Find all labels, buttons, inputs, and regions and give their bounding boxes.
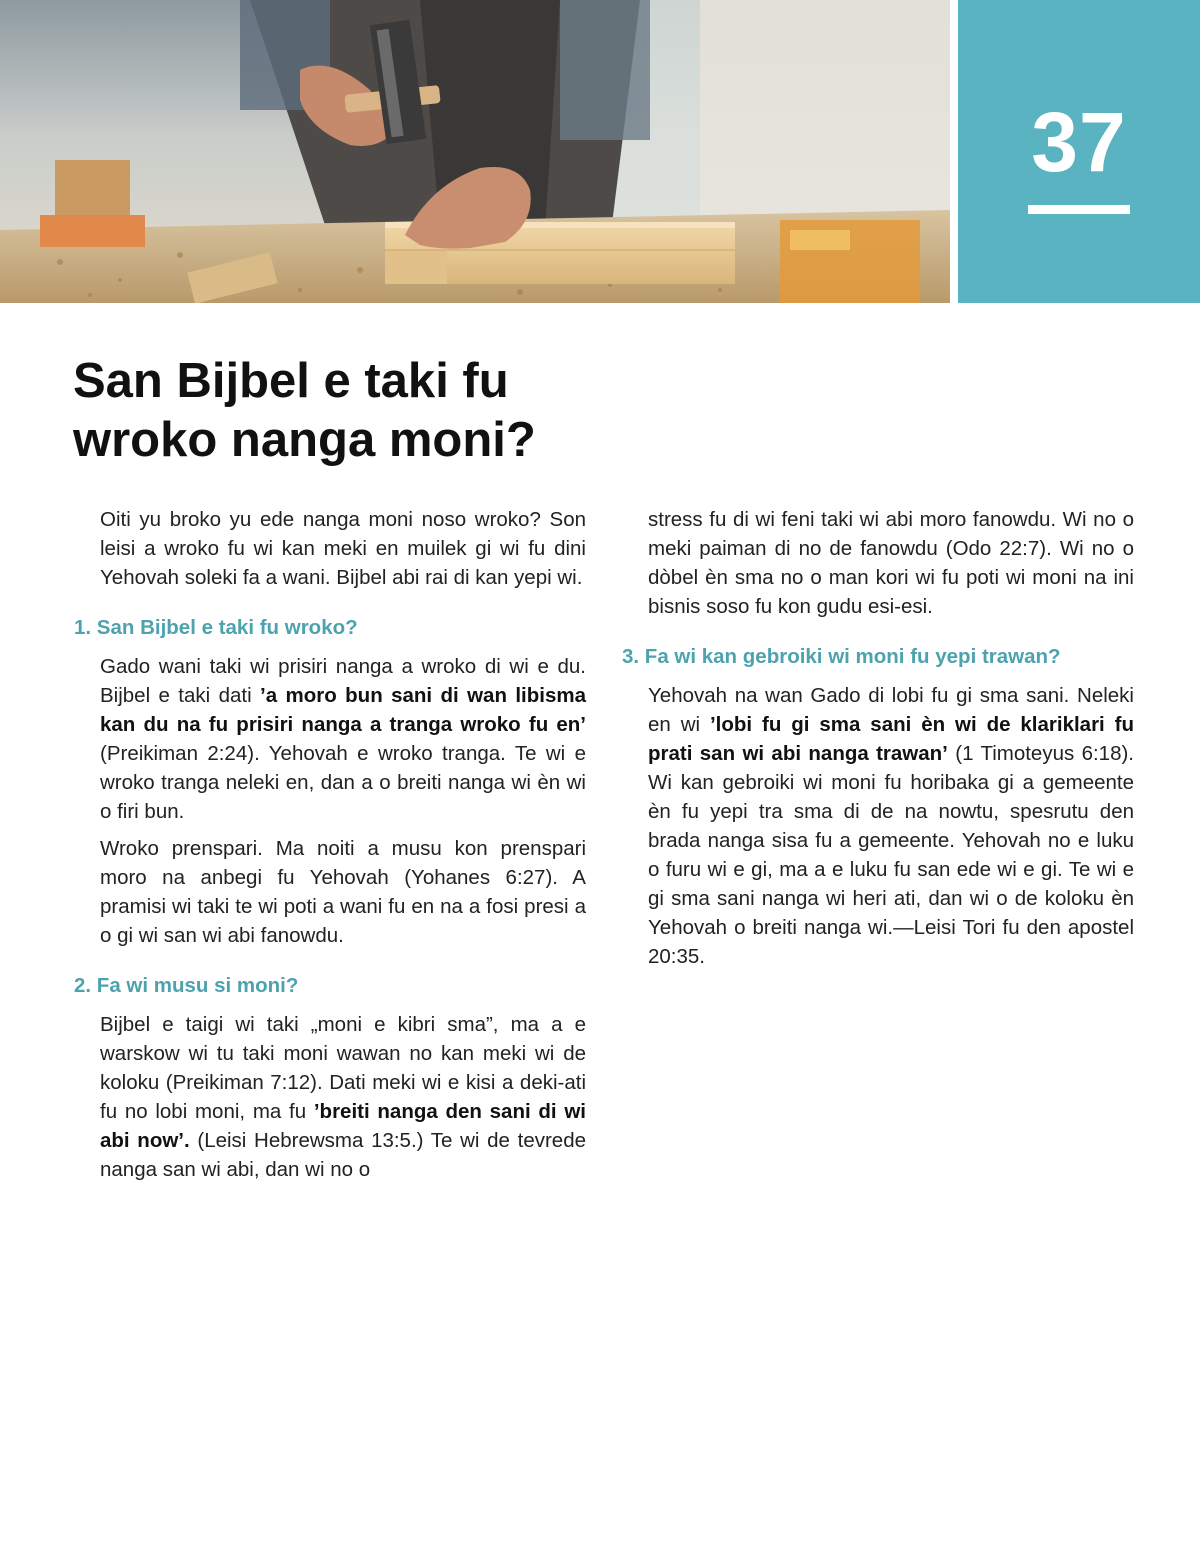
q3-p1-text-c: (1 Timoteyus 6:18). Wi kan gebroiki wi moni fu horibaka gi a gemeente èn fu yepi tra sma di de na nowtu, spesrutu den brada nanga sisa fu a gemeente. Yehovah no e luku o furu wi e gi, ma a e luku fu san ede wi e gi. Te wi e gi sma sani nanga wi heri ati, dan wi o de koloku èn Yehovah o breiti nanga wi.—Leisi Tori fu den apostel 20:35. [648,742,1134,968]
q2-p1-quote: ’breiti nanga den sani di wi abi now’. [100,1100,586,1152]
intro-paragraph: Oiti yu broko yu ede nanga moni noso wroko? Son leisi a wroko fu wi kan meki en muilek gi wi fu dini Yehovah soleki fa a wani. Bijbel abi rai di kan yepi wi. [100,508,586,589]
title-line-1: San Bijbel e taki fu [73,354,509,408]
q1-p1-text-a: Gado wani taki wi prisiri nanga a wroko di wi e du. Bijbel e taki dati [100,655,586,707]
question-1-heading: 1. San Bijbel e taki fu wroko? [74,616,358,639]
lesson-number-panel [958,0,1200,303]
question-3-paragraph-1 [648,681,1134,971]
left-column [74,505,586,1192]
page-title [73,352,713,470]
question-3-heading: 3. Fa wi kan gebroiki wi moni fu yepi trawan? [622,645,1061,668]
question-2-heading: 2. Fa wi musu si moni? [74,974,299,997]
lesson-number: 37 [1031,95,1127,189]
question-2-paragraph-1 [100,1010,586,1184]
q2-p1-text-a: Bijbel e taigi wi taki „moni e kibri sma”, ma a e warskow wi tu taki moni wawan no kan meki wi de koloku (Preikiman 7:12). Dati meki wi e kisi a deki-ati fu no lobi moni, ma fu [100,1013,586,1123]
right-column [622,505,1134,979]
header-photo [0,0,950,303]
q1-p1-text-c: (Preikiman 2:24). Yehovah e wroko tranga. Te wi e wroko tranga neleki en, dan a o breiti nanga wi èn wi o firi bun. [100,742,586,823]
question-1-paragraph-1 [100,652,586,826]
title-line-2: wroko nanga moni? [73,413,536,467]
lesson-number-underline [1028,205,1130,214]
q2-p1-text-c: (Leisi Hebrewsma 13:5.) Te wi de tevrede nanga san wi abi, dan wi no o [100,1129,587,1181]
carpenter-hammer-photo [0,0,950,303]
q3-p1-quote: ’lobi fu gi sma sani èn wi de klariklari fu prati san wi abi nanga trawan’ [648,713,1134,765]
question-1-paragraph-2: Wroko prenspari. Ma noiti a musu kon prenspari moro na anbegi fu Yehovah (Yohanes 6:27). A pramisi wi taki te wi poti a wani fu en na a fosi presi a o gi wi san wi abi fanowdu. [100,837,586,947]
q3-p1-text-a: Yehovah na wan Gado di lobi fu gi sma sani. Neleki en wi [648,684,1134,736]
continued-paragraph: stress fu di wi feni taki wi abi moro fanowdu. Wi no o meki paiman di no de fanowdu (Odo 22:7). Wi no o dòbel èn sma no o man kori wi fu poti wi moni na ini bisnis soso fu kon gudu esi-esi. [648,508,1134,618]
q1-p1-quote: ’a moro bun sani di wan libisma kan du na fu prisiri nanga a tranga wroko fu en’ [100,684,586,736]
